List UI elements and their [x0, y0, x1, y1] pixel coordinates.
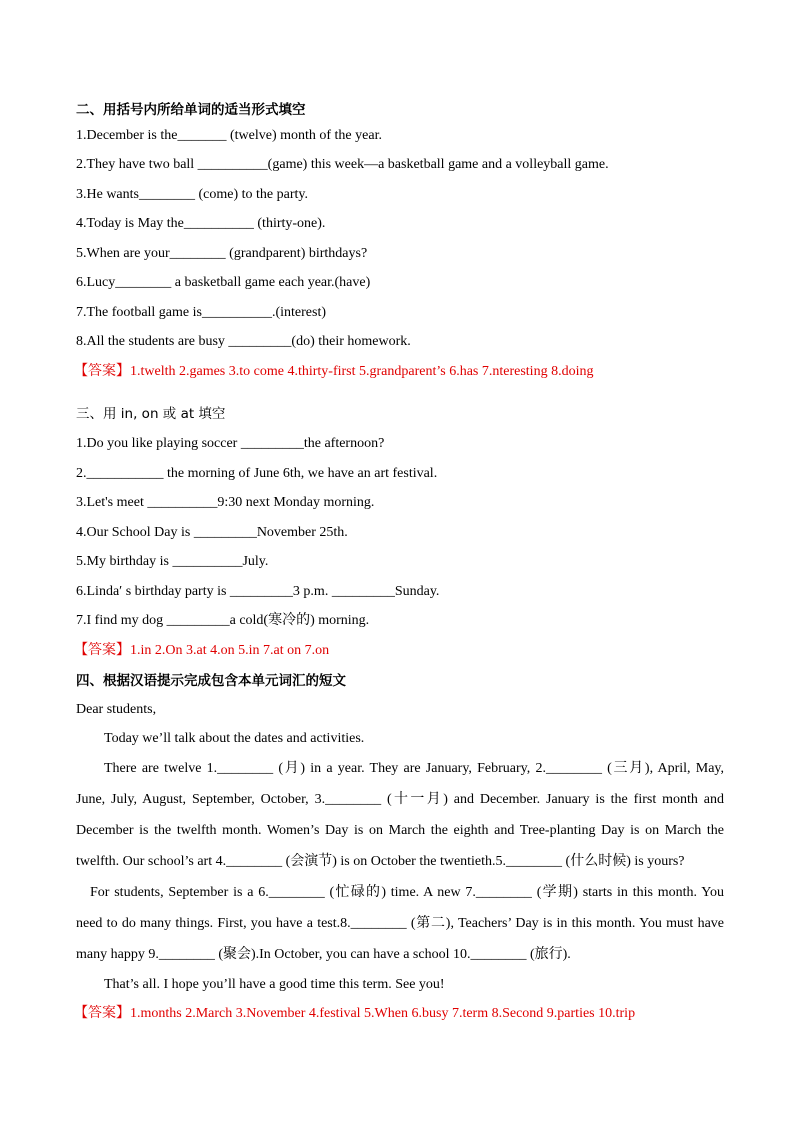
section2-item-4: 4.Today is May the__________ (thirty-one). [76, 216, 326, 231]
section2-item-3: 3.He wants________ (come) to the party. [76, 187, 308, 202]
section4-title: 四、根据汉语提示完成包含本单元词汇的短文 [76, 673, 346, 689]
section3-item-6: 6.Linda′ s birthday party is _________3 p.m. _________Sunday. [76, 584, 440, 599]
section3-item-2: 2.___________ the morning of June 6th, we have an art festival. [76, 466, 438, 481]
letter-closing: That’s all. I hope you’ll have a good time this term. See you! [104, 977, 445, 992]
section3-item-7: 7.I find my dog _________a cold(寒冷的) morning. [76, 613, 370, 628]
paragraph2-line-2: need to do many things. First, you have a test.8.________ (第二), Teachers’ Day is in this month. You must have [76, 916, 724, 931]
letter-greeting: Dear students, [76, 702, 157, 717]
section3-answer: 【答案】1.in 2.On 3.at 4.on 5.in 7.at on 7.on [74, 643, 330, 658]
section4-answer: 【答案】1.months 2.March 3.November 4.festival 5.When 6.busy 7.term 8.Second 9.parties 10.trip [74, 1006, 636, 1021]
section2-item-7: 7.The football game is__________.(interest) [76, 305, 326, 320]
paragraph1-line-4: twelfth. Our school’s art 4.________ (会演节) is on October the twentieth.5.________ (什么时候) is yours? [76, 854, 685, 869]
section2-answer: 【答案】1.twelth 2.games 3.to come 4.thirty-first 5.grandparent’s 6.has 7.nteresting 8.doing [74, 364, 594, 379]
section2-item-5: 5.When are your________ (grandparent) birthdays? [76, 246, 368, 261]
section3-item-4: 4.Our School Day is _________November 25th. [76, 525, 348, 540]
section2-item-6: 6.Lucy________ a basketball game each year.(have) [76, 275, 371, 290]
letter-intro: Today we’ll talk about the dates and activities. [104, 731, 365, 746]
paragraph1-line-2: June, July, August, September, October, 3.________ (十一月) and December. January is the first month and [76, 792, 724, 807]
paragraph1-line-1: There are twelve 1.________ (月) in a year. They are January, February, 2.________ (三月), April, May, [104, 761, 724, 776]
section3-title: 三、用 in, on 或 at 填空 [76, 406, 226, 422]
section3-item-1: 1.Do you like playing soccer _________the afternoon? [76, 436, 385, 451]
paragraph1-line-3: December is the twelfth month. Women’s Day is on March the eighth and Tree-planting Day is on March the [76, 823, 724, 838]
section2-item-2: 2.They have two ball __________(game) this week—a basketball game and a volleyball game. [76, 157, 609, 172]
section2-item-1: 1.December is the_______ (twelve) month of the year. [76, 128, 382, 143]
section2-item-8: 8.All the students are busy _________(do) their homework. [76, 334, 411, 349]
section2-title: 二、用括号内所给单词的适当形式填空 [76, 102, 306, 118]
paragraph2-line-3: many happy 9.________ (聚会).In October, you can have a school 10.________ (旅行). [76, 947, 571, 962]
section3-item-5: 5.My birthday is __________July. [76, 554, 269, 569]
section3-item-3: 3.Let's meet __________9:30 next Monday morning. [76, 495, 375, 510]
paragraph2-line-1: For students, September is a 6.________ (忙碌的) time. A new 7.________ (学期) starts in this month. You [90, 885, 724, 900]
